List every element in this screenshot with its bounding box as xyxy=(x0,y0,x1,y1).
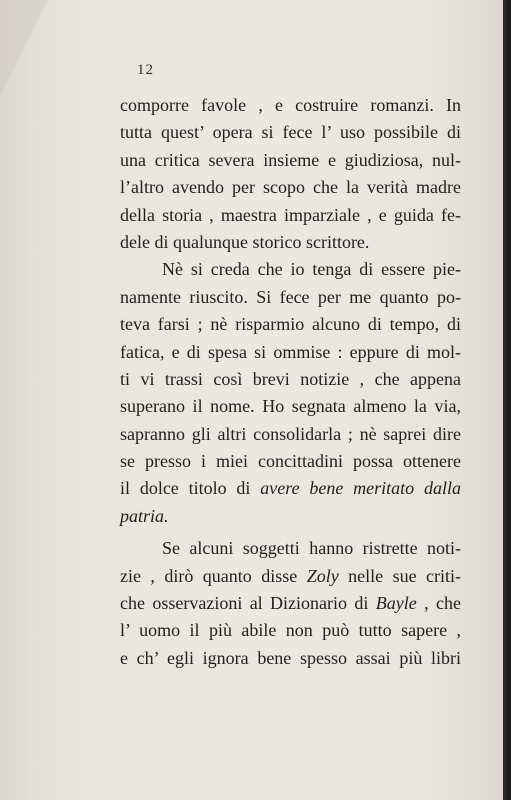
text-line: dele di qualunque storico scrittore. xyxy=(120,231,370,252)
text-line: namente riuscito. Si fece per me quanto po- xyxy=(120,286,461,307)
italic-phrase: avere bene meritato dalla xyxy=(260,478,461,499)
text-line: della storia , maestra imparziale , e guida fe- xyxy=(120,204,461,225)
text-line: comporre favole , e costruire romanzi. In xyxy=(120,95,461,115)
page-number: 12 xyxy=(137,62,154,78)
text-line: una critica severa insieme e giudiziosa, nul- xyxy=(120,149,461,170)
page-corner-fold xyxy=(0,0,48,95)
text-line: tutta quest’ opera si fece l’ uso possibile di xyxy=(120,122,461,143)
text-line xyxy=(120,503,461,530)
body-text xyxy=(120,92,461,672)
text-line: zie , dirò quanto disse Zoly nelle sue criti- xyxy=(120,565,461,586)
text-line: teva farsi ; nè risparmio alcuno di tempo, di xyxy=(120,314,461,335)
page-edge-shadow xyxy=(503,0,507,800)
text-line: che osservazioni al Dizionario di Bayle , che xyxy=(120,593,462,614)
text-line: l’altro avendo per scopo che la verità madre xyxy=(120,177,461,198)
text-line: e ch’ egli ignora bene spesso assai più libri xyxy=(120,647,461,668)
italic-name: Bayle xyxy=(375,593,417,614)
text-line: l’ uomo il più abile non può tutto sapere , xyxy=(120,620,461,641)
text-line: Se alcuni soggetti hanno ristrette noti- xyxy=(162,538,461,559)
text-line: superano il nome. Ho segnata almeno la via, xyxy=(120,396,461,417)
text-line: sapranno gli altri consolidarla ; nè saprei dire xyxy=(120,423,461,444)
text-line: Nè si creda che io tenga di essere pie- xyxy=(162,259,461,280)
text-line: il dolce titolo di avere bene meritato dalla xyxy=(120,478,461,499)
text-line: ti vi trassi così brevi notizie , che appena xyxy=(120,368,461,389)
text-line: fatica, e di spesa si ommise : eppure di mol- xyxy=(120,341,461,362)
text-line: se presso i miei concittadini possa ottenere xyxy=(120,451,461,472)
italic-name: Zoly xyxy=(306,565,339,586)
italic-phrase: patria. xyxy=(120,505,169,526)
